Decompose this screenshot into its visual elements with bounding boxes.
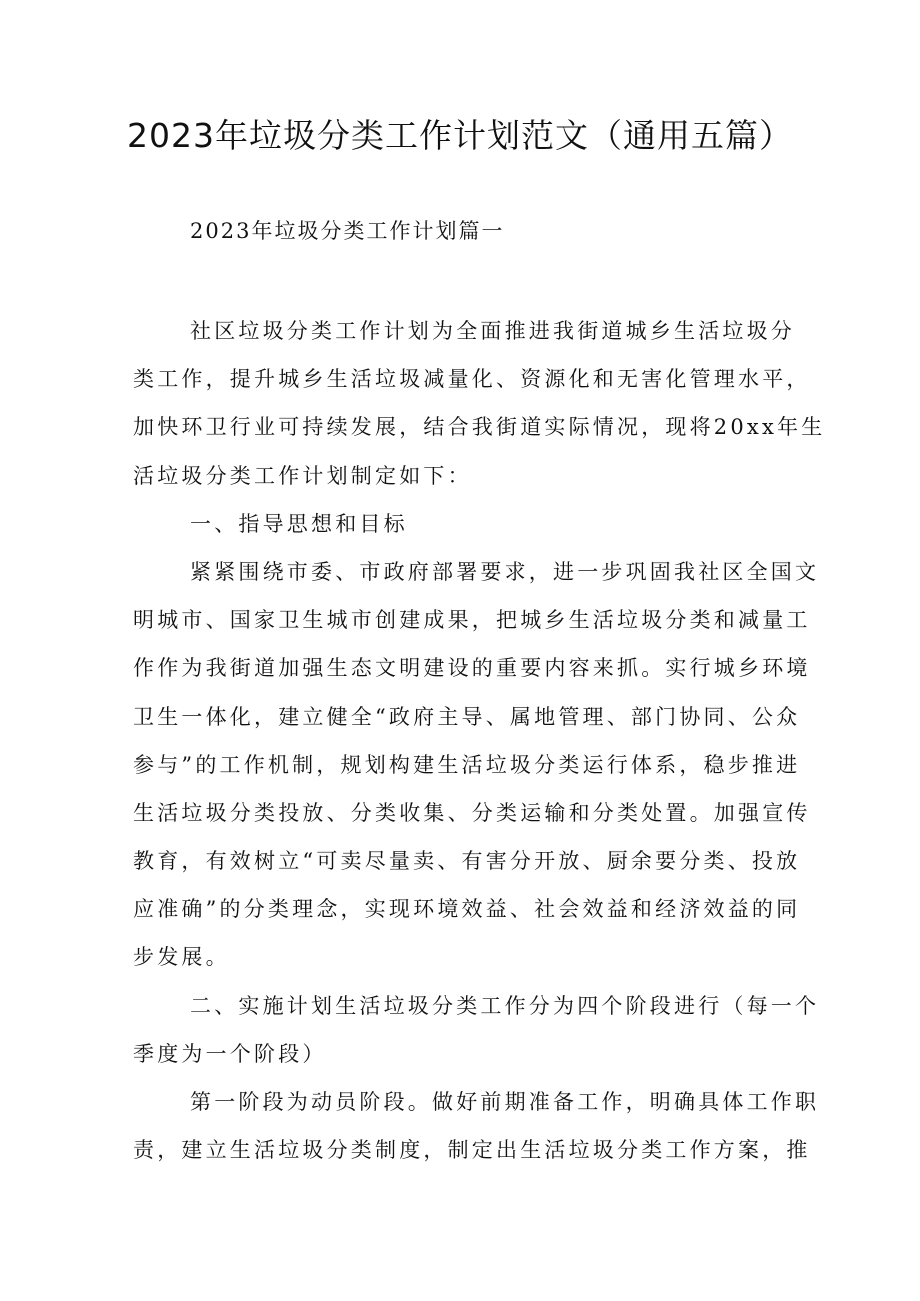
body-line: 参与”的工作机制，规划构建生活垃圾分类运行体系，稳步推进 xyxy=(133,752,801,777)
body-line: 紧紧围绕市委、市政府部署要求，进一步巩固我社区全国文 xyxy=(190,559,820,584)
body-line: 第一阶段为动员阶段。做好前期准备工作，明确具体工作职 xyxy=(190,1090,820,1114)
body-line: 一、指导思想和目标 xyxy=(190,511,408,536)
body-line: 明城市、国家卫生城市创建成果，把城乡生活垃圾分类和减量工 xyxy=(133,608,811,633)
body-line: 活垃圾分类工作计划制定如下： xyxy=(133,463,472,488)
body-line: 卫生一体化，建立健全“政府主导、属地管理、部门协同、公众 xyxy=(133,704,801,729)
body-line: 加快环卫行业可持续发展，结合我街道实际情况，现将20xx年生 xyxy=(133,415,826,440)
body-line: 社区垃圾分类工作计划为全面推进我街道城乡生活垃圾分 xyxy=(190,319,795,343)
body-line: 教育，有效树立“可卖尽量卖、有害分开放、厨余要分类、投放 xyxy=(133,849,801,874)
document-title: 2023年垃圾分类工作计划范文（通用五篇） xyxy=(127,116,793,155)
body-line: 生活垃圾分类投放、分类收集、分类运输和分类处置。加强宣传 xyxy=(133,800,811,825)
document-body xyxy=(133,307,826,1174)
body-line: 作作为我街道加强生态文明建设的重要内容来抓。实行城乡环境 xyxy=(133,656,811,681)
section-heading: 2023年垃圾分类工作计划篇一 xyxy=(190,219,505,243)
body-line: 步发展。 xyxy=(133,945,230,970)
body-line: 二、实施计划生活垃圾分类工作分为四个阶段进行（每一个 xyxy=(190,993,820,1018)
body-line: 责，建立生活垃圾分类制度，制定出生活垃圾分类工作方案，推 xyxy=(133,1138,811,1163)
body-line: 类工作，提升城乡生活垃圾减量化、资源化和无害化管理水平， xyxy=(133,367,811,392)
body-line: 应准确”的分类理念，实现环境效益、社会效益和经济效益的同 xyxy=(133,897,801,922)
body-line: 季度为一个阶段） xyxy=(133,1041,327,1066)
